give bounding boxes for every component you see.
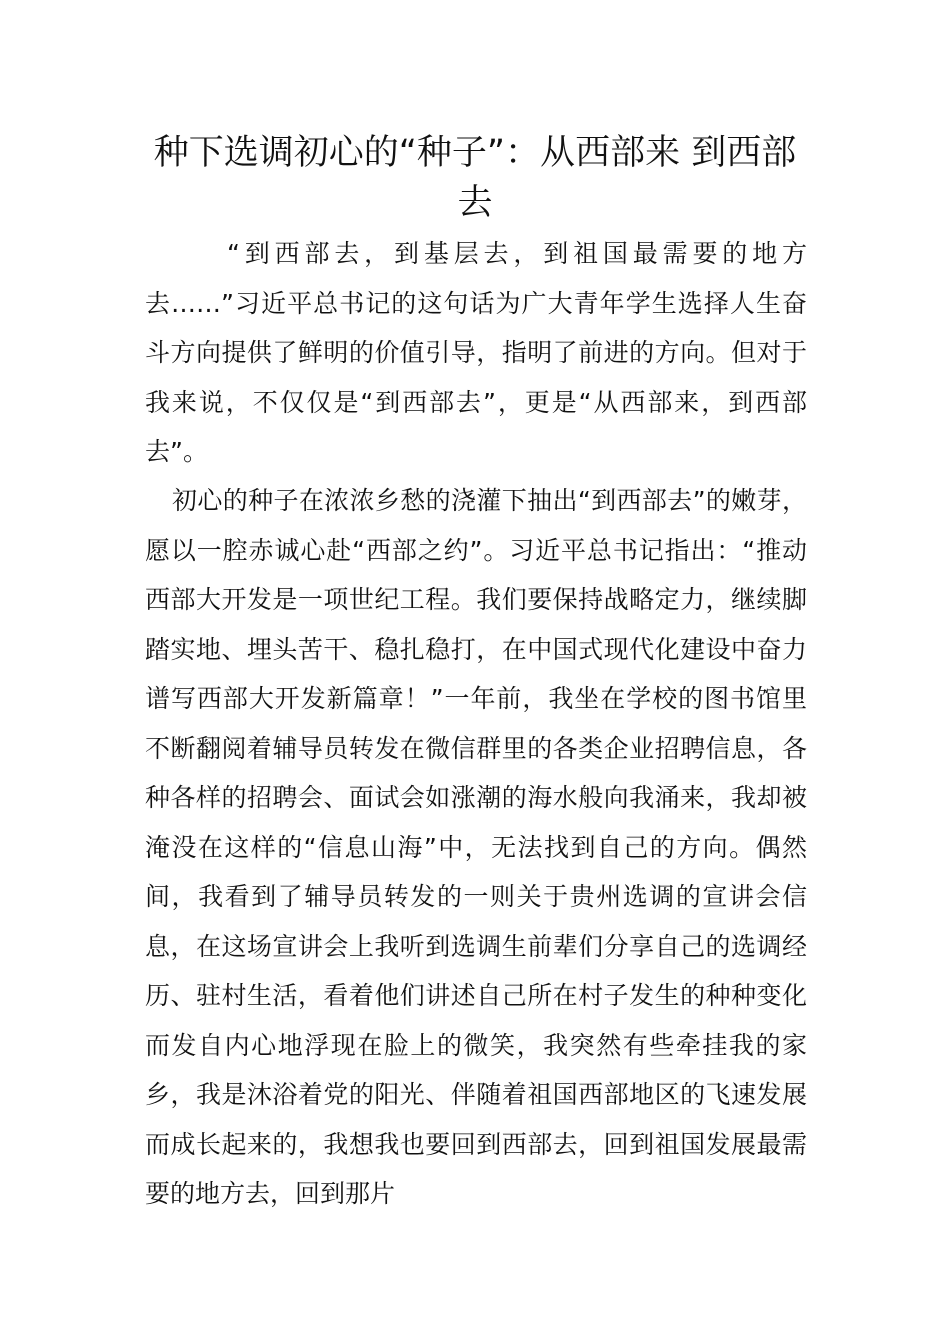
document-title: 种下选调初心的“种子”：从西部来 到西部去 <box>153 133 797 223</box>
paragraph-2: 初心的种子在浓浓乡愁的浇灌下抽出“到西部去”的嫩芽，愿以一腔赤诚心赴“西部之约”。习近平总书记指出：“推动西部大开发是一项世纪工程。我们要保持战略定力，继续脚踏实地、埋头苦干、稳扎稳打，在中国式现代化建设中奋力谱写西部大开发新篇章！”一年前，我坐在学校的图书馆里不断翻阅着辅导员转发在微信群里的各类企业招聘信息，各种各样的招聘会、面试会如涨潮的海水般向我涌来，我却被淹没在这样的“信息山海”中，无法找到自己的方向。偶然间，我看到了辅导员转发的一则关于贵州选调的宣讲会信息，在这场宣讲会上我听到选调生前辈们分享自己的选调经历、驻村生活，看着他们讲述自己所在村子发生的种种变化而发自内心地浮现在脸上的微笑，我突然有些牵挂我的家乡，我是沐浴着党的阳光、伴随着祖国西部地区的飞速发展而成长起来的，我想我也要回到西部去，回到祖国发展最需要的地方去，回到那片 <box>145 486 807 1208</box>
paragraph-1: “到西部去，到基层去，到祖国最需要的地方去……”习近平总书记的这句话为广大青年学生选择人生奋斗方向提供了鲜明的价值引导，指明了前进的方向。但对于我来说，不仅仅是“到西部去”，更是“从西部来，到西部去”。 <box>145 239 807 466</box>
